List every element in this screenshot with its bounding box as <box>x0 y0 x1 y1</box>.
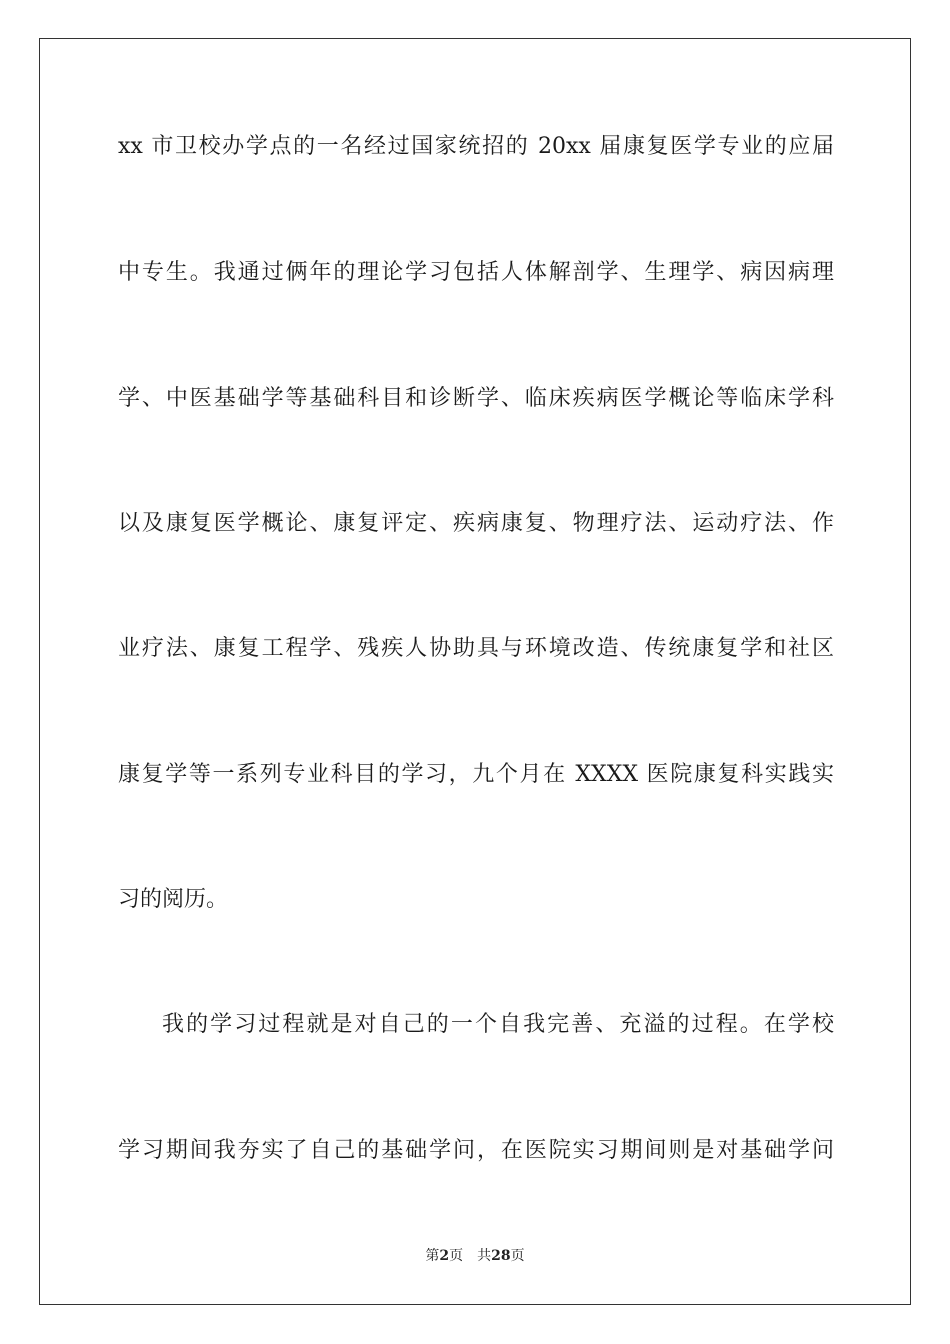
footer-total-prefix: 共 <box>477 1248 492 1264</box>
paragraph-1-line-1: xx 市卫校办学点的一名经过国家统招的 20xx 届康复医学专业的应届 <box>118 134 834 159</box>
paragraph-2-line-2: 学习期间我夯实了自己的基础学问，在医院实习期间则是对基础学问 <box>118 1138 834 1163</box>
footer-page-number: 2 <box>439 1248 450 1264</box>
paragraph-1-line-5: 业疗法、康复工程学、残疾人协助具与环境改造、传统康复学和社区 <box>118 636 834 661</box>
footer-total-suffix: 页 <box>510 1248 525 1264</box>
paragraph-2-line-1: 我的学习过程就是对自己的一个自我完善、充溢的过程。在学校 <box>162 1012 834 1037</box>
paragraph-1-line-3: 学、中医基础学等基础科目和诊断学、临床疾病医学概论等临床学科 <box>118 386 834 411</box>
paragraph-1-line-7: 习的阅历。 <box>118 887 229 912</box>
paragraph-1-line-4: 以及康复医学概论、康复评定、疾病康复、物理疗法、运动疗法、作 <box>118 511 834 536</box>
paragraph-1-line-6: 康复学等一系列专业科目的学习，九个月在 XXXX 医院康复科实践实 <box>118 762 834 787</box>
footer-total-pages: 28 <box>491 1248 511 1264</box>
paragraph-1-line-2: 中专生。我通过俩年的理论学习包括人体解剖学、生理学、病因病理 <box>118 260 834 285</box>
page-footer <box>0 1246 950 1266</box>
footer-page-suffix: 页 <box>449 1248 464 1264</box>
footer-page-prefix: 第 <box>425 1248 440 1264</box>
page-border <box>39 38 911 1305</box>
